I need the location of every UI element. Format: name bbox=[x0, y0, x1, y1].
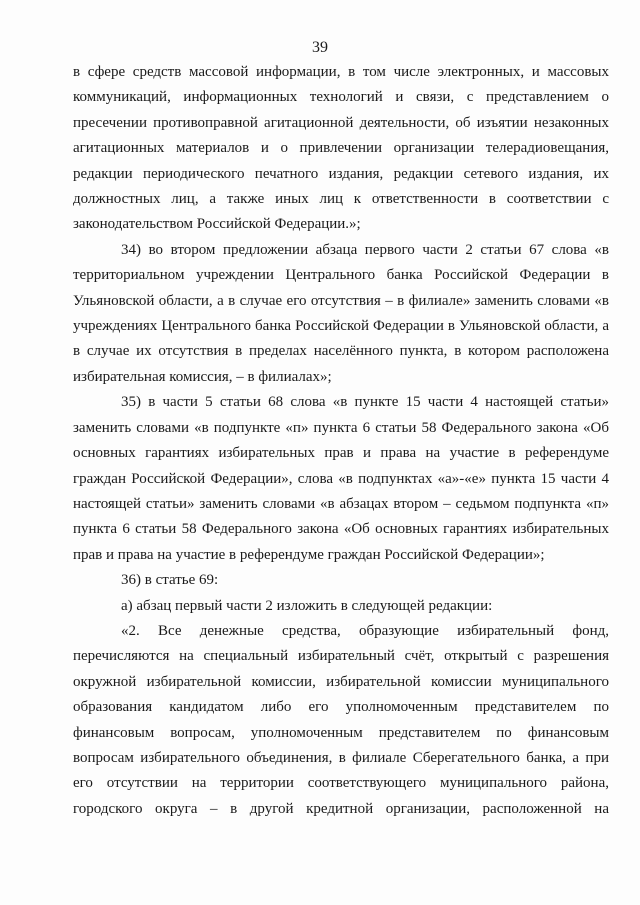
paragraph-p6: «2. Все денежные средства, образующие избирательный фонд, перечисляются на специальный избирательный счёт, открытый с разрешения окружной избирательной комиссии, избирательной комиссии муниципального образования кандидатом либо его уполномоченным представителем по финансовым вопросам, уполномоченным представителем по финансовым вопросам избирательного объединения, в филиале Сберегательного банка, а при его отсутствии на территории соответствующего муниципального района, городского округа – в другой кредитной организации, расположенной на bbox=[73, 622, 609, 817]
paragraph-p5: а) абзац первый части 2 изложить в следующей редакции: bbox=[121, 597, 493, 614]
paragraph-p4: 36) в статье 69: bbox=[121, 572, 219, 589]
document-body bbox=[73, 60, 609, 822]
paragraph-p1: в сфере средств массовой информации, в том числе электронных, и массовых коммуникаций, информационных технологий и связи, с представлением о пресечении противоправной агитационной деятельности, об изъятии незаконных агитационных материалов и о привлечении организации телерадиовещания, редакции периодического печатного издания, редакции сетевого издания, их должностных лиц, а также иных лиц к ответственности в соответствии с законодательством Российской Федерации.»; bbox=[73, 64, 609, 233]
paragraph-p2: 34) во втором предложении абзаца первого части 2 статьи 67 слова «в территориальном учреждении Центрального банка Российской Федерации в Ульяновской области, а в случае его отсутствия – в филиале» заменить словами «в учреждениях Центрального банка Российской Федерации в Ульяновской области, а в случае их отсутствия в пределах населённого пункта, в котором расположена избирательная комиссия, – в филиалах»; bbox=[73, 241, 609, 385]
page-number: 39 bbox=[312, 39, 328, 56]
paragraph-p3: 35) в части 5 статьи 68 слова «в пункте 15 части 4 настоящей статьи» заменить словами «в подпункте «п» пункта 6 статьи 58 Федерального закона «Об основных гарантиях избирательных прав и права на участие в референдуме граждан Российской Федерации», слова «в подпунктах «а»-«е» пункта 15 части 4 настоящей статьи» заменить словами «в абзацах втором – седьмом подпункта «п» пункта 6 статьи 58 Федерального закона «Об основных гарантиях избирательных прав и права на участие в референдуме граждан Российской Федерации»; bbox=[73, 394, 609, 563]
